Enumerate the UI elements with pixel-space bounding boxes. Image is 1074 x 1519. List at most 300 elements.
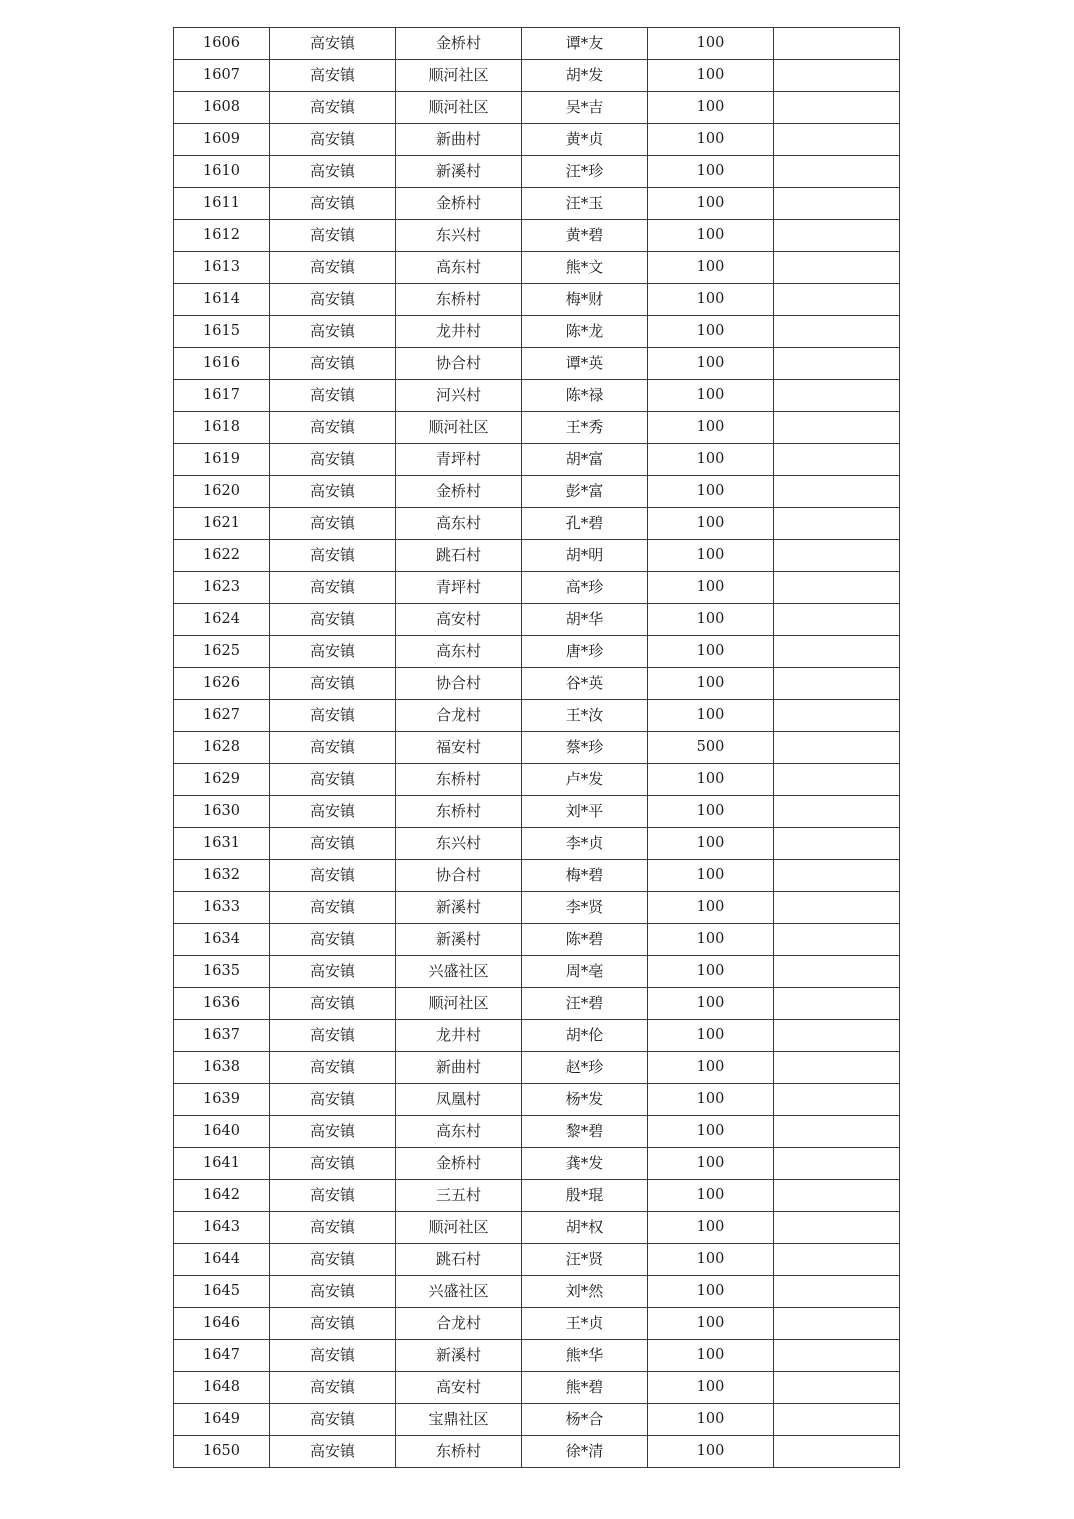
table-row [174,892,900,924]
cell-person-name: 汪*贤 [522,1244,648,1276]
cell-person-name: 胡*伦 [522,1020,648,1052]
table-row [174,700,900,732]
cell-note [774,1372,900,1404]
cell-person-name: 陈*龙 [522,316,648,348]
table-row [174,732,900,764]
table-row [174,188,900,220]
table-row [174,252,900,284]
cell-amount: 500 [648,732,774,764]
cell-village: 顺河社区 [396,412,522,444]
cell-town: 高安镇 [270,124,396,156]
cell-amount: 100 [648,540,774,572]
cell-town: 高安镇 [270,188,396,220]
cell-village: 金桥村 [396,476,522,508]
cell-amount: 100 [648,156,774,188]
cell-serial-number: 1606 [174,28,270,60]
cell-serial-number: 1626 [174,668,270,700]
table-row [174,988,900,1020]
cell-person-name: 汪*碧 [522,988,648,1020]
cell-amount: 100 [648,860,774,892]
cell-person-name: 龚*发 [522,1148,648,1180]
cell-amount: 100 [648,508,774,540]
cell-village: 青坪村 [396,444,522,476]
cell-note [774,1084,900,1116]
table-row [174,1404,900,1436]
cell-town: 高安镇 [270,1340,396,1372]
cell-note [774,1244,900,1276]
cell-note [774,444,900,476]
cell-town: 高安镇 [270,508,396,540]
table-row [174,28,900,60]
cell-serial-number: 1612 [174,220,270,252]
cell-amount: 100 [648,988,774,1020]
cell-person-name: 周*亳 [522,956,648,988]
cell-village: 新曲村 [396,1052,522,1084]
cell-amount: 100 [648,476,774,508]
cell-amount: 100 [648,1148,774,1180]
cell-person-name: 徐*清 [522,1436,648,1468]
cell-note [774,316,900,348]
table-row [174,124,900,156]
cell-serial-number: 1623 [174,572,270,604]
cell-town: 高安镇 [270,1212,396,1244]
cell-village: 福安村 [396,732,522,764]
cell-note [774,540,900,572]
cell-person-name: 谷*英 [522,668,648,700]
cell-amount: 100 [648,1212,774,1244]
cell-note [774,860,900,892]
cell-town: 高安镇 [270,540,396,572]
cell-amount: 100 [648,572,774,604]
cell-person-name: 熊*文 [522,252,648,284]
cell-person-name: 刘*然 [522,1276,648,1308]
cell-town: 高安镇 [270,220,396,252]
table-row [174,1372,900,1404]
cell-amount: 100 [648,444,774,476]
cell-village: 东兴村 [396,828,522,860]
table-row [174,508,900,540]
cell-person-name: 黄*贞 [522,124,648,156]
table-row [174,1308,900,1340]
table-row [174,316,900,348]
cell-person-name: 杨*发 [522,1084,648,1116]
cell-village: 宝鼎社区 [396,1404,522,1436]
cell-person-name: 汪*玉 [522,188,648,220]
cell-person-name: 谭*友 [522,28,648,60]
cell-amount: 100 [648,700,774,732]
cell-person-name: 汪*珍 [522,156,648,188]
cell-note [774,1020,900,1052]
cell-town: 高安镇 [270,988,396,1020]
cell-town: 高安镇 [270,860,396,892]
cell-note [774,1404,900,1436]
cell-town: 高安镇 [270,412,396,444]
cell-amount: 100 [648,28,774,60]
cell-village: 高东村 [396,1116,522,1148]
cell-amount: 100 [648,1308,774,1340]
cell-note [774,764,900,796]
cell-serial-number: 1610 [174,156,270,188]
cell-town: 高安镇 [270,1052,396,1084]
table-row [174,1276,900,1308]
cell-village: 新溪村 [396,1340,522,1372]
cell-town: 高安镇 [270,92,396,124]
table-row [174,444,900,476]
table-row [174,1020,900,1052]
cell-town: 高安镇 [270,764,396,796]
cell-person-name: 梅*财 [522,284,648,316]
cell-person-name: 王*秀 [522,412,648,444]
cell-amount: 100 [648,1276,774,1308]
cell-amount: 100 [648,956,774,988]
cell-person-name: 王*汝 [522,700,648,732]
subsidy-list-table [173,27,900,1468]
cell-village: 顺河社区 [396,92,522,124]
cell-person-name: 熊*碧 [522,1372,648,1404]
table-row [174,1436,900,1468]
table-row [174,476,900,508]
cell-note [774,412,900,444]
cell-serial-number: 1625 [174,636,270,668]
cell-town: 高安镇 [270,796,396,828]
cell-note [774,348,900,380]
cell-village: 高东村 [396,508,522,540]
cell-serial-number: 1638 [174,1052,270,1084]
cell-amount: 100 [648,1372,774,1404]
cell-town: 高安镇 [270,668,396,700]
cell-amount: 100 [648,1084,774,1116]
cell-amount: 100 [648,1052,774,1084]
cell-amount: 100 [648,924,774,956]
cell-person-name: 蔡*珍 [522,732,648,764]
cell-village: 兴盛社区 [396,956,522,988]
cell-note [774,1308,900,1340]
cell-note [774,284,900,316]
cell-person-name: 胡*权 [522,1212,648,1244]
cell-amount: 100 [648,220,774,252]
cell-note [774,380,900,412]
cell-serial-number: 1636 [174,988,270,1020]
cell-village: 协合村 [396,860,522,892]
cell-town: 高安镇 [270,284,396,316]
cell-serial-number: 1633 [174,892,270,924]
cell-village: 高东村 [396,636,522,668]
cell-town: 高安镇 [270,380,396,412]
cell-serial-number: 1640 [174,1116,270,1148]
cell-serial-number: 1635 [174,956,270,988]
cell-village: 金桥村 [396,188,522,220]
cell-serial-number: 1645 [174,1276,270,1308]
cell-serial-number: 1611 [174,188,270,220]
cell-village: 龙井村 [396,316,522,348]
cell-note [774,92,900,124]
cell-village: 东桥村 [396,796,522,828]
cell-town: 高安镇 [270,28,396,60]
cell-person-name: 赵*珍 [522,1052,648,1084]
cell-serial-number: 1632 [174,860,270,892]
cell-village: 高东村 [396,252,522,284]
table-row [174,636,900,668]
cell-serial-number: 1643 [174,1212,270,1244]
cell-person-name: 胡*明 [522,540,648,572]
cell-person-name: 梅*碧 [522,860,648,892]
table-row [174,1052,900,1084]
cell-town: 高安镇 [270,828,396,860]
cell-serial-number: 1634 [174,924,270,956]
cell-village: 新曲村 [396,124,522,156]
table-row [174,764,900,796]
cell-note [774,508,900,540]
cell-note [774,124,900,156]
cell-serial-number: 1620 [174,476,270,508]
table-row [174,924,900,956]
cell-town: 高安镇 [270,1116,396,1148]
cell-amount: 100 [648,1116,774,1148]
cell-amount: 100 [648,316,774,348]
cell-town: 高安镇 [270,316,396,348]
cell-note [774,1212,900,1244]
cell-serial-number: 1639 [174,1084,270,1116]
table-row [174,284,900,316]
cell-note [774,636,900,668]
cell-town: 高安镇 [270,1436,396,1468]
cell-amount: 100 [648,604,774,636]
cell-village: 顺河社区 [396,1212,522,1244]
table-row [174,668,900,700]
cell-serial-number: 1619 [174,444,270,476]
cell-serial-number: 1647 [174,1340,270,1372]
cell-note [774,188,900,220]
cell-amount: 100 [648,892,774,924]
cell-town: 高安镇 [270,700,396,732]
cell-town: 高安镇 [270,636,396,668]
cell-person-name: 吴*吉 [522,92,648,124]
cell-person-name: 谭*英 [522,348,648,380]
table-body [174,28,900,1468]
cell-note [774,956,900,988]
cell-amount: 100 [648,828,774,860]
cell-amount: 100 [648,1404,774,1436]
table-row [174,1180,900,1212]
table-row [174,412,900,444]
cell-town: 高安镇 [270,604,396,636]
cell-town: 高安镇 [270,1404,396,1436]
cell-person-name: 黄*碧 [522,220,648,252]
cell-amount: 100 [648,764,774,796]
cell-village: 新溪村 [396,924,522,956]
cell-town: 高安镇 [270,476,396,508]
table-row [174,1084,900,1116]
cell-serial-number: 1646 [174,1308,270,1340]
cell-note [774,1180,900,1212]
cell-person-name: 熊*华 [522,1340,648,1372]
cell-note [774,220,900,252]
cell-person-name: 胡*华 [522,604,648,636]
cell-note [774,1340,900,1372]
cell-person-name: 孔*碧 [522,508,648,540]
table-row [174,604,900,636]
cell-village: 顺河社区 [396,60,522,92]
cell-note [774,28,900,60]
cell-person-name: 陈*禄 [522,380,648,412]
table-row [174,92,900,124]
cell-serial-number: 1614 [174,284,270,316]
cell-serial-number: 1630 [174,796,270,828]
cell-village: 合龙村 [396,700,522,732]
cell-village: 东桥村 [396,284,522,316]
cell-note [774,60,900,92]
cell-amount: 100 [648,284,774,316]
cell-amount: 100 [648,188,774,220]
cell-village: 高安村 [396,604,522,636]
cell-serial-number: 1622 [174,540,270,572]
cell-village: 青坪村 [396,572,522,604]
cell-serial-number: 1624 [174,604,270,636]
cell-person-name: 李*贤 [522,892,648,924]
cell-village: 东桥村 [396,1436,522,1468]
cell-note [774,604,900,636]
cell-village: 协合村 [396,348,522,380]
cell-village: 新溪村 [396,892,522,924]
cell-note [774,700,900,732]
cell-serial-number: 1615 [174,316,270,348]
cell-person-name: 李*贞 [522,828,648,860]
cell-person-name: 殷*琨 [522,1180,648,1212]
table-row [174,572,900,604]
cell-town: 高安镇 [270,732,396,764]
cell-note [774,1116,900,1148]
cell-person-name: 卢*发 [522,764,648,796]
cell-town: 高安镇 [270,1180,396,1212]
cell-serial-number: 1627 [174,700,270,732]
cell-town: 高安镇 [270,892,396,924]
cell-village: 顺河社区 [396,988,522,1020]
cell-village: 合龙村 [396,1308,522,1340]
cell-amount: 100 [648,668,774,700]
cell-serial-number: 1607 [174,60,270,92]
cell-village: 跳石村 [396,1244,522,1276]
table-row [174,828,900,860]
cell-serial-number: 1617 [174,380,270,412]
cell-note [774,252,900,284]
cell-village: 东兴村 [396,220,522,252]
cell-person-name: 胡*发 [522,60,648,92]
table-row [174,1340,900,1372]
table-row [174,1244,900,1276]
cell-town: 高安镇 [270,1148,396,1180]
table-row [174,796,900,828]
cell-person-name: 胡*富 [522,444,648,476]
cell-serial-number: 1644 [174,1244,270,1276]
cell-note [774,476,900,508]
cell-note [774,572,900,604]
table-row [174,860,900,892]
cell-village: 高安村 [396,1372,522,1404]
cell-village: 跳石村 [396,540,522,572]
cell-village: 河兴村 [396,380,522,412]
cell-person-name: 陈*碧 [522,924,648,956]
table-row [174,1212,900,1244]
cell-town: 高安镇 [270,1084,396,1116]
cell-person-name: 唐*珍 [522,636,648,668]
cell-amount: 100 [648,1020,774,1052]
cell-serial-number: 1631 [174,828,270,860]
cell-note [774,988,900,1020]
cell-amount: 100 [648,252,774,284]
cell-town: 高安镇 [270,156,396,188]
cell-amount: 100 [648,1244,774,1276]
cell-village: 新溪村 [396,156,522,188]
cell-serial-number: 1608 [174,92,270,124]
cell-note [774,924,900,956]
cell-amount: 100 [648,348,774,380]
cell-serial-number: 1618 [174,412,270,444]
cell-village: 龙井村 [396,1020,522,1052]
cell-village: 协合村 [396,668,522,700]
cell-note [774,1148,900,1180]
cell-amount: 100 [648,1180,774,1212]
cell-town: 高安镇 [270,924,396,956]
table-row [174,380,900,412]
cell-serial-number: 1613 [174,252,270,284]
cell-amount: 100 [648,636,774,668]
cell-village: 金桥村 [396,28,522,60]
cell-note [774,668,900,700]
table-row [174,220,900,252]
cell-village: 凤凰村 [396,1084,522,1116]
table-row [174,156,900,188]
cell-town: 高安镇 [270,1244,396,1276]
cell-serial-number: 1641 [174,1148,270,1180]
table-row [174,1148,900,1180]
cell-serial-number: 1650 [174,1436,270,1468]
cell-serial-number: 1642 [174,1180,270,1212]
cell-town: 高安镇 [270,1308,396,1340]
cell-town: 高安镇 [270,252,396,284]
cell-town: 高安镇 [270,1276,396,1308]
cell-person-name: 杨*合 [522,1404,648,1436]
cell-town: 高安镇 [270,956,396,988]
cell-town: 高安镇 [270,572,396,604]
cell-serial-number: 1637 [174,1020,270,1052]
cell-town: 高安镇 [270,444,396,476]
cell-note [774,156,900,188]
table-row [174,1116,900,1148]
cell-note [774,1052,900,1084]
cell-village: 三五村 [396,1180,522,1212]
cell-note [774,828,900,860]
cell-amount: 100 [648,796,774,828]
table-row [174,348,900,380]
cell-town: 高安镇 [270,1020,396,1052]
cell-serial-number: 1649 [174,1404,270,1436]
cell-town: 高安镇 [270,348,396,380]
cell-person-name: 王*贞 [522,1308,648,1340]
cell-amount: 100 [648,412,774,444]
cell-amount: 100 [648,92,774,124]
cell-amount: 100 [648,60,774,92]
table-row [174,956,900,988]
cell-person-name: 黎*碧 [522,1116,648,1148]
cell-town: 高安镇 [270,1372,396,1404]
cell-person-name: 彭*富 [522,476,648,508]
cell-person-name: 高*珍 [522,572,648,604]
table-row [174,540,900,572]
cell-village: 兴盛社区 [396,1276,522,1308]
cell-amount: 100 [648,1340,774,1372]
document-page [173,27,900,1468]
cell-amount: 100 [648,1436,774,1468]
